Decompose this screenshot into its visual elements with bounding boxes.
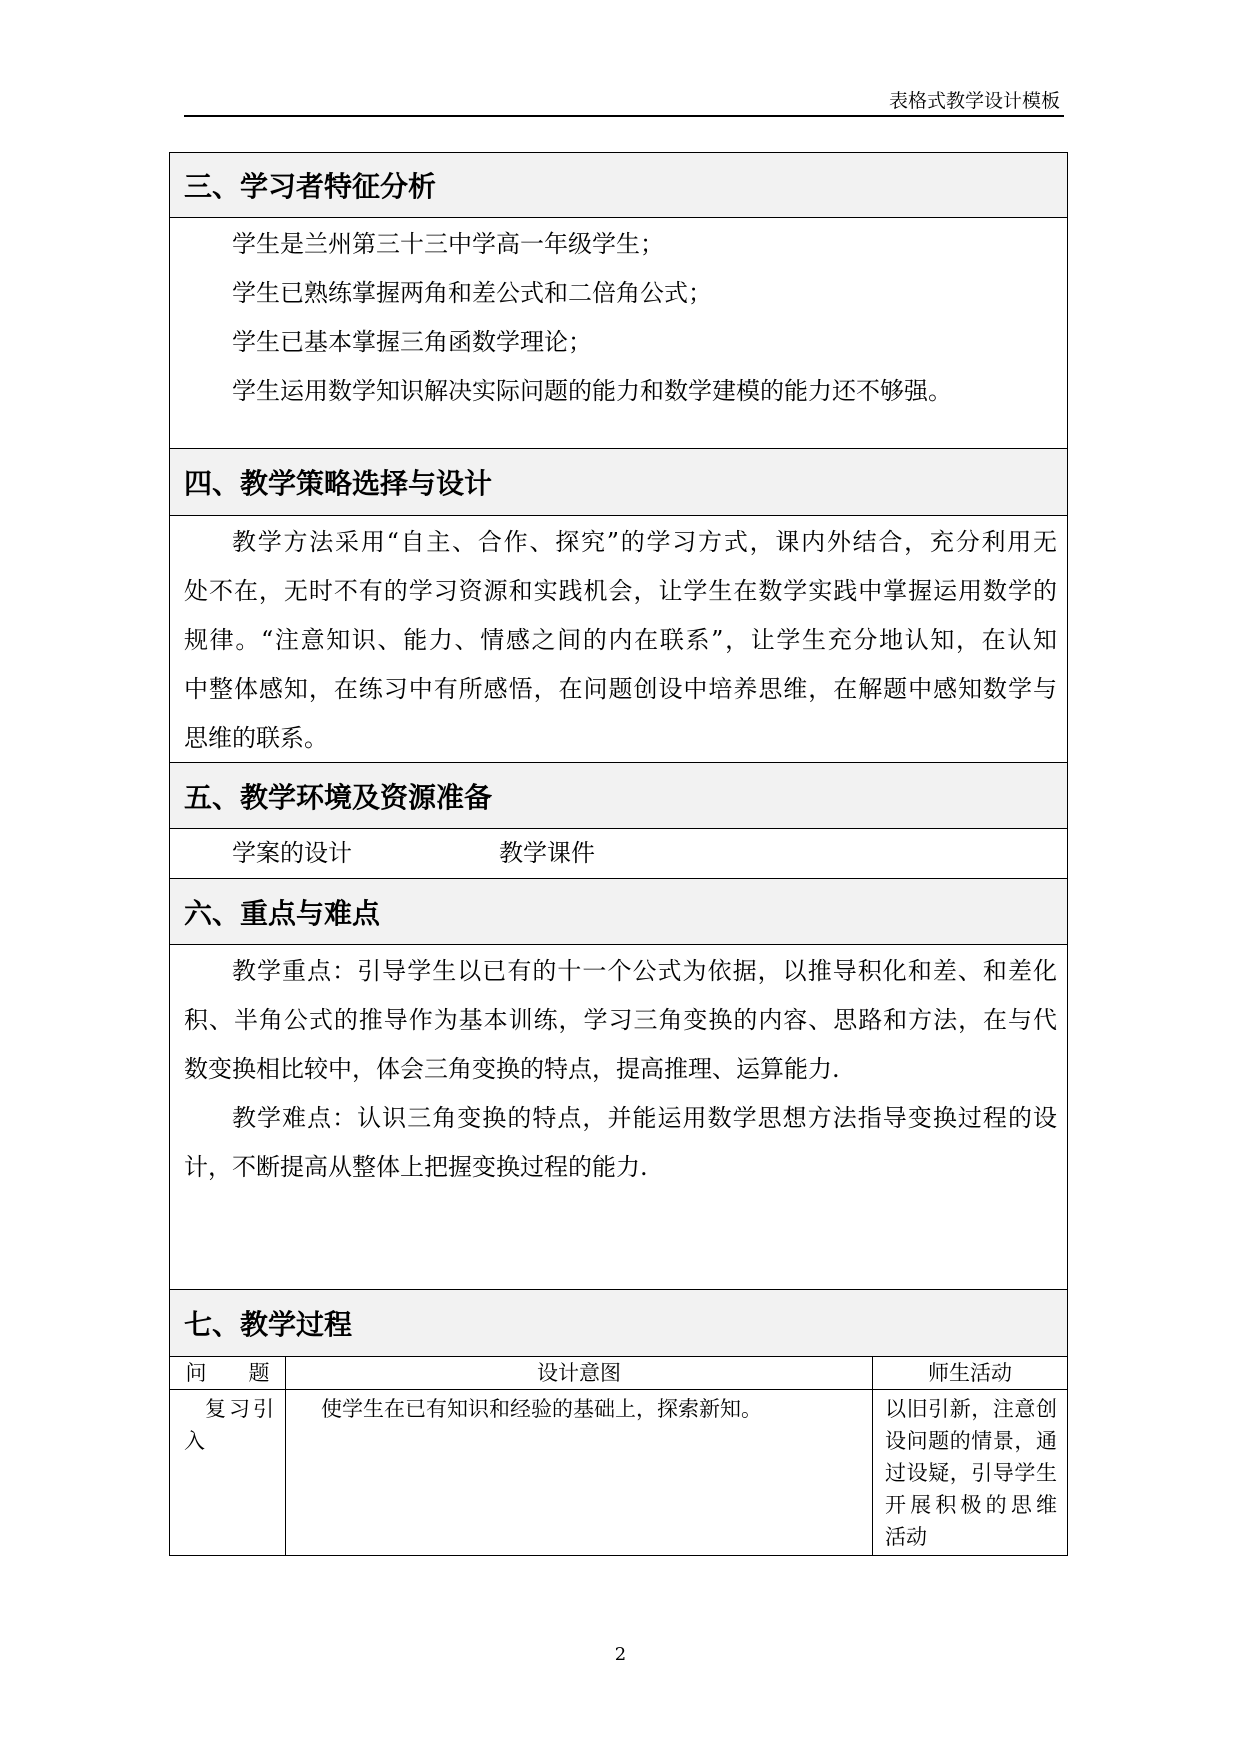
table-row [169,1390,1068,1556]
section-4-heading-row [169,449,1068,516]
column-header-activity: 师生活动 [928,1361,1012,1385]
column-header-intent: 设计意图 [286,1357,873,1389]
topic-line: 复习引 [205,1397,274,1421]
section-3-body [169,218,1068,449]
header-rule [184,115,1064,117]
section-5-body [169,829,1068,879]
section-4-line: 思维的联系。 [184,724,328,752]
section-4-line: 教学方法采用“自主、合作、探究”的学习方式，课内外结合，充分利用无 [232,528,1057,556]
section-6-heading-row [169,879,1068,945]
key-point-line: 教学重点：引导学生以已有的十一个公式为依据，以推导积化和差、和差化 [232,957,1057,985]
page-number: 2 [614,1644,627,1665]
section-6-heading: 六、重点与难点 [184,896,381,930]
activity-line: 以旧引新，注意创 [885,1397,1057,1421]
activity-line: 活动 [885,1525,927,1549]
page-header-title: 表格式教学设计模板 [888,90,1060,112]
section-3-heading-row [169,152,1068,218]
section-3-line: 学生是兰州第三十三中学高一年级学生； [232,230,664,258]
section-6-body [169,945,1068,1290]
key-point-line: 积、半角公式的推导作为基本训练，学习三角变换的内容、思路和方法，在与代 [184,1006,1057,1034]
section-7-heading: 七、教学过程 [184,1308,353,1341]
section-4-line: 处不在，无时不有的学习资源和实践机会，让学生在数学实践中掌握运用数学的 [184,577,1057,605]
section-4-heading: 四、教学策略选择与设计 [184,467,493,500]
difficulty-line: 计，不断提高从整体上把握变换过程的能力. [184,1153,648,1181]
lesson-design-table [169,152,1068,1556]
section-4-line: 规律。“注意知识、能力、情感之间的内在联系”，让学生充分地认知，在认知 [184,626,1057,654]
section-5-heading-row [169,763,1068,829]
intent-cell [286,1390,873,1555]
activity-line: 开展积极的思维 [885,1493,1057,1517]
resource-item: 教学课件 [499,839,595,867]
section-3-line: 学生运用数学知识解决实际问题的能力和数学建模的能力还不够强。 [232,377,952,405]
section-4-body [169,516,1068,763]
activity-line: 设问题的情景，通 [885,1429,1057,1453]
activity-cell [873,1390,1067,1555]
section-3-line: 学生已基本掌握三角函数学理论； [232,328,592,356]
column-header-topic: 问 题 [170,1357,286,1389]
section-5-heading: 五、教学环境及资源准备 [184,780,493,814]
difficulty-line: 教学难点：认识三角变换的特点，并能运用数学思想方法指导变换过程的设 [232,1104,1057,1132]
intent-text: 使学生在已有知识和经验的基础上，探索新知。 [321,1397,762,1421]
section-3-line: 学生已熟练掌握两角和差公式和二倍角公式； [232,279,712,307]
section-3-heading: 三、学习者特征分析 [184,170,437,203]
activity-line: 过设疑，引导学生 [885,1461,1057,1485]
topic-line: 入 [184,1429,205,1453]
section-4-line: 中整体感知，在练习中有所感悟，在问题创设中培养思维，在解题中感知数学与 [184,675,1057,703]
key-point-line: 数变换相比较中，体会三角变换的特点，提高推理、运算能力. [184,1055,840,1083]
topic-cell [170,1390,286,1555]
section-7-heading-row [169,1290,1068,1357]
process-table-header [169,1357,1068,1390]
resource-item: 学案的设计 [232,839,352,867]
